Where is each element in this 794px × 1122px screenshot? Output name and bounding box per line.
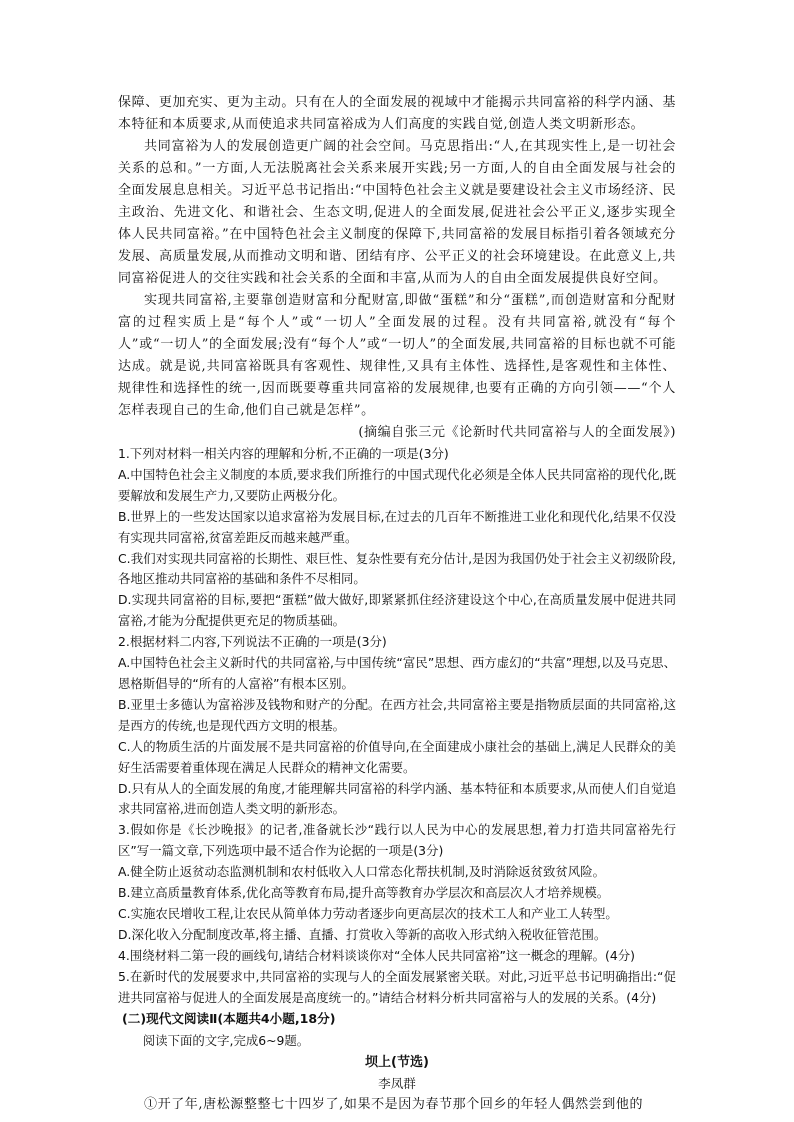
question-option: B.亚里士多德认为富裕涉及钱物和财产的分配。在西方社会,共同富裕主要是指物质层面的共同富裕,这是西方的传统,也是现代西方文明的根基。 [118,696,676,733]
question-stem: 2.根据材料二内容,下列说法不正确的一项是(3分) [118,634,387,650]
story-title: 坝上(节选) [365,1055,429,1071]
question-option: D.只有从人的全面发展的角度,才能理解共同富裕的科学内涵、基本特征和本质要求,从而使人们自觉追求共同富裕,进而创造人类文明的新形态。 [118,780,676,817]
story-opening-paragraph: ①开了年,唐松源整整七十四岁了,如果不是因为春节那个回乡的年轻人偶然尝到他的 [144,1097,644,1113]
page-content [118,92,676,1116]
question-stem: 4.围绕材料二第一段的画线句,请结合材料谈谈你对“全体人民共同富裕”这一概念的理解。(4分) [118,947,635,963]
question-option: C.人的物质生活的片面发展不是共同富裕的价值导向,在全面建成小康社会的基础上,满足人民群众的美好生活需要着重体现在满足人民群众的精神文化需要。 [118,738,676,775]
question-2 [118,632,676,820]
question-option: C.实施农民增收工程,让农民从简单体力劳动者逐步向更高层次的技术工人和产业工人转型。 [118,905,618,921]
question-option: B.建立高质量教育体系,优化高等教育布局,提升高等教育办学层次和高层次人才培养规模。 [118,885,610,901]
material-one-paragraph-social-space: 共同富裕为人的发展创造更广阔的社会空间。马克思指出:“人,在其现实性上,是一切社会关系的总和。”一方面,人无法脱离社会关系来展开实践;另一方面,人的自由全面发展与社会的全面发展息息相关。习近平总书记指出:“中国特色社会主义就是要建设社会主义市场经济、民主政治、先进文化、和谐社会、生态文明,促进人的全面发展,促进社会公平正义,逐步实现全体人民共同富裕。”在中国特色社会主义制度的保障下,共同富裕的发展目标指引着各领域充分发展、高质量发展,从而推动文明和谐、团结有序、公平正义的社会环境建设。在此意义上,共同富裕促进人的交往实践和社会关系的全面和丰富,从而为人的自由全面发展提供良好空间。 [118,139,676,286]
question-5 [118,967,676,1009]
question-stem: 5.在新时代的发展要求中,共同富裕的实现与人的全面发展紧密关联。对此,习近平总书记明确指出:“促进共同富裕与促进人的全面发展是高度统一的。”请结合材料分析共同富裕与人的发展的关系。(4分) [118,968,676,1005]
question-stem: 3.假如你是《长沙晚报》的记者,准备就长沙“践行以人民为中心的发展思想,着力打造共同富裕先行区”写一篇文章,下列选项中最不适合作为论据的一项是(3分) [118,822,676,859]
question-1 [118,444,676,632]
question-stem: 1.下列对材料一相关内容的理解和分析,不正确的一项是(3分) [118,446,449,461]
question-option: A.健全防止返贫动态监测机制和农村低收入人口常态化帮扶机制,及时消除返贫致贫风险。 [118,864,605,880]
material-one-paragraph-cake: 实现共同富裕,主要靠创造财富和分配财富,即做“蛋糕”和分“蛋糕”,而创造财富和分配财富的过程实质上是“每个人”或“一切人”全面发展的过程。没有共同富裕,就没有“每个人”或“一切人”的全面发展;没有“每个人”或“一切人”的全面发展,共同富裕的目标也就不可能达成。就是说,共同富裕既具有客观性、规律性,又具有主体性、选择性,是客观性和主体性、规律性和选择性的统一,因而既要尊重共同富裕的发展规律,也要有正确的方向引领——“个人怎样表现自己的生命,他们自己就是怎样”。 [118,293,676,418]
section-two-heading: (二)现代文阅读Ⅱ(本题共4小题,18分) [122,1011,336,1027]
question-option: B.世界上的一些发达国家以追求富裕为发展目标,在过去的几百年不断推进工业化和现代化,结果不仅没有实现共同富裕,贫富差距反而越来越严重。 [118,508,676,545]
material-one-paragraph-continued: 保障、更加充实、更为主动。只有在人的全面发展的视域中才能揭示共同富裕的科学内涵、基本特征和本质要求,从而使追求共同富裕成为人们高度的实践自觉,创造人类文明新形态。 [118,95,676,132]
question-option: A.中国特色社会主义制度的本质,要求我们所推行的中国式现代化必须是全体人民共同富裕的现代化,既要解放和发展生产力,又要防止两极分化。 [118,466,676,503]
question-4 [118,946,676,967]
question-3 [118,820,676,945]
question-option: C.我们对实现共同富裕的长期性、艰巨性、复杂性要有充分估计,是因为我国仍处于社会主义初级阶段,各地区推动共同富裕的基础和条件不尽相同。 [118,550,676,587]
section-two-instruction: 阅读下面的文字,完成6~9题。 [142,1033,310,1049]
question-option: D.实现共同富裕的目标,要把“蛋糕”做大做好,即紧紧抓住经济建设这个中心,在高质量发展中促进共同富裕,才能为分配提供更充足的物质基础。 [118,592,676,629]
material-one-source: (摘编自张三元《论新时代共同富裕与人的全面发展》) [358,425,676,440]
story-author: 李凤群 [378,1076,416,1092]
question-option: A.中国特色社会主义新时代的共同富裕,与中国传统“富民”思想、西方虚幻的“共富”理想,以及马克思、恩格斯倡导的“所有的人富裕”有根本区别。 [118,655,676,691]
question-option: D.深化收入分配制度改革,将主播、直播、打赏收入等新的高收入形式纳入税收征管范围。 [118,926,607,942]
